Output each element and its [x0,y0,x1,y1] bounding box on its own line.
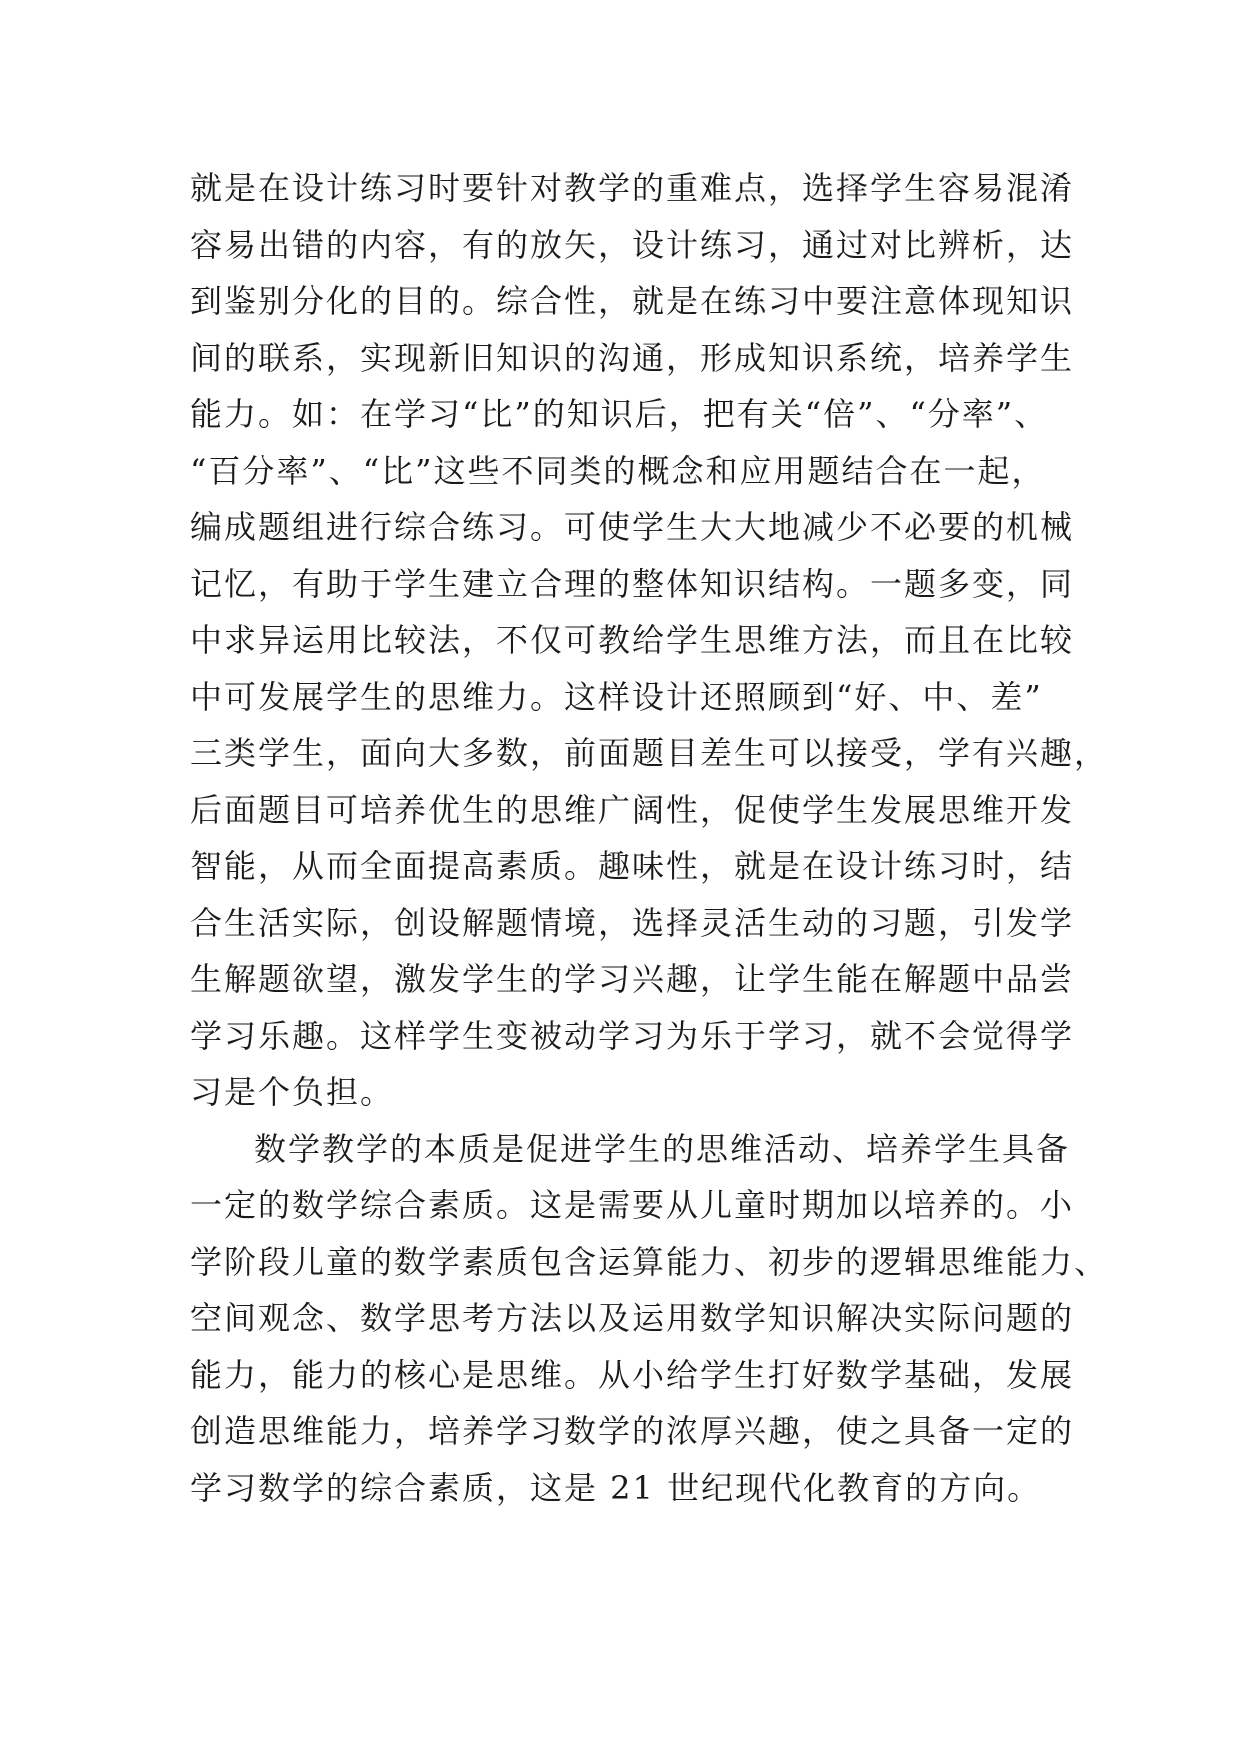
text-line: 能力，能力的核心是思维。从小给学生打好数学基础，发展 [190,1355,1075,1394]
text-line: 容易出错的内容，有的放矢，设计练习，通过对比辨析，达 [190,225,1075,264]
text-line: 创造思维能力，培养学习数学的浓厚兴趣，使之具备一定的 [190,1412,1075,1450]
text-line: 生解题欲望，激发学生的学习兴趣，让学生能在解题中品尝 [190,960,1075,998]
text-line: 间的联系，实现新旧知识的沟通，形成知识系统，培养学生 [190,338,1075,377]
text-line: 合生活实际，创设解题情境，选择灵活生动的习题，引发学 [190,903,1075,942]
text-line: 到鉴别分化的目的。综合性，就是在练习中要注意体现知识 [190,282,1075,320]
text-line: 智能，从而全面提高素质。趣味性，就是在设计练习时，结 [190,847,1075,885]
text-line: 记忆，有助于学生建立合理的整体知识结构。一题多变，同 [190,564,1075,603]
text-line: 学习乐趣。这样学生变被动学习为乐于学习，就不会觉得学 [190,1016,1075,1055]
text-line: 中求异运用比较法，不仅可教给学生思维方法，而且在比较 [190,621,1075,659]
body-text [190,160,1109,1516]
text-line: 中可发展学生的思维力。这样设计还照顾到“好、中、差” [190,677,1043,716]
text-line: 一定的数学综合素质。这是需要从儿童时期加以培养的。小 [190,1186,1075,1224]
text-line: 学习数学的综合素质，这是 21 世纪现代化教育的方向。 [190,1468,1042,1507]
text-line: 学阶段儿童的数学素质包含运算能力、初步的逻辑思维能力、 [190,1242,1109,1281]
paragraph-start-line: 数学教学的本质是促进学生的思维活动、培养学生具备 [254,1129,1071,1168]
text-line: 能力。如：在学习“比”的知识后，把有关“倍”、“分率”、 [190,395,1049,433]
text-line: 三类学生，面向大多数，前面题目差生可以接受，学有兴趣， [190,734,1109,772]
text-line: 习是个负担。 [190,1073,395,1111]
text-line: 就是在设计练习时要针对教学的重难点，选择学生容易混淆 [190,169,1075,207]
text-line: 编成题组进行综合练习。可使学生大大地减少不必要的机械 [190,508,1075,546]
text-line: 空间观念、数学思考方法以及运用数学知识解决实际问题的 [190,1299,1075,1337]
text-line: “百分率”、“比”这些不同类的概念和应用题结合在一起， [190,451,1046,490]
text-line: 后面题目可培养优生的思维广阔性，促使学生发展思维开发 [190,790,1075,829]
